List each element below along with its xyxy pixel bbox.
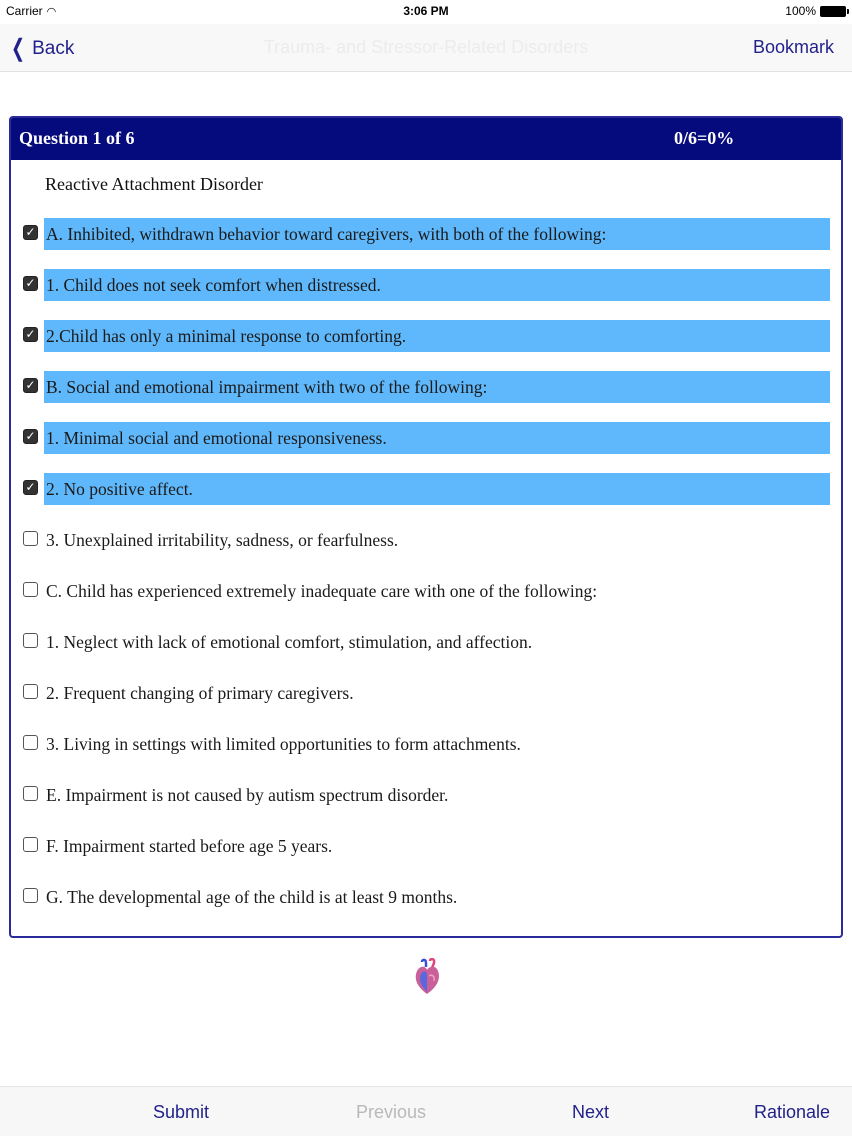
chevron-left-icon: ❮: [11, 35, 26, 62]
answer-option[interactable]: [11, 677, 841, 728]
answer-option-text: 2. No positive affect.: [44, 473, 830, 505]
answer-option[interactable]: [11, 626, 841, 677]
submit-button[interactable]: Submit: [153, 1102, 210, 1122]
battery-indicator: [785, 4, 846, 18]
answer-option-text: F. Impairment started before age 5 years.: [46, 836, 333, 856]
answer-option[interactable]: [11, 830, 841, 881]
answer-option-text: C. Child has experienced extremely inadequate care with one of the following:: [46, 581, 598, 601]
answer-option-text: G. The developmental age of the child is at least 9 months.: [46, 887, 458, 907]
status-time: 3:06 PM: [403, 4, 449, 18]
checkbox-unchecked[interactable]: [23, 582, 38, 597]
checkbox-unchecked[interactable]: [23, 531, 38, 546]
answer-option-text: 1. Child does not seek comfort when distressed.: [44, 269, 830, 301]
checkbox-unchecked[interactable]: [23, 786, 38, 801]
question-subject: Reactive Attachment Disorder: [45, 174, 263, 194]
checkbox-checked[interactable]: ✓: [23, 480, 38, 495]
answer-option[interactable]: [11, 473, 841, 524]
back-label: Back: [32, 37, 75, 59]
page-title: Trauma- and Stressor-Related Disorders: [263, 37, 589, 57]
bottom-toolbar: [0, 1086, 852, 1136]
wifi-icon: ◠: [46, 5, 57, 18]
answer-option-text: 3. Unexplained irritability, sadness, or fearfulness.: [46, 530, 399, 550]
answer-option-text: 1. Minimal social and emotional responsiveness.: [44, 422, 830, 454]
answer-option[interactable]: [11, 218, 841, 269]
next-button[interactable]: Next: [572, 1102, 610, 1122]
navigation-bar: [0, 24, 852, 72]
battery-percent: 100%: [785, 4, 816, 18]
checkbox-checked[interactable]: ✓: [23, 429, 38, 444]
answer-option-text: B. Social and emotional impairment with two of the following:: [44, 371, 830, 403]
answer-option-text: 2.Child has only a minimal response to comforting.: [44, 320, 830, 352]
answer-option-text: 1. Neglect with lack of emotional comfort, stimulation, and affection.: [46, 632, 533, 652]
checkbox-unchecked[interactable]: [23, 837, 38, 852]
option-list: [11, 218, 841, 932]
answer-option-text: E. Impairment is not caused by autism spectrum disorder.: [46, 785, 449, 805]
answer-option[interactable]: [11, 728, 841, 779]
answer-option-text: 3. Living in settings with limited opportunities to form attachments.: [46, 734, 521, 754]
status-bar: [0, 0, 852, 24]
bookmark-button[interactable]: Bookmark: [752, 37, 834, 57]
previous-button[interactable]: Previous: [356, 1102, 427, 1122]
answer-option[interactable]: [11, 779, 841, 830]
answer-option[interactable]: [11, 269, 841, 320]
answer-option[interactable]: [11, 422, 841, 473]
carrier-label: Carrier: [6, 4, 43, 18]
question-card: [9, 116, 843, 938]
checkbox-unchecked[interactable]: [23, 735, 38, 750]
checkbox-checked[interactable]: ✓: [23, 225, 38, 240]
answer-option[interactable]: [11, 524, 841, 575]
answer-option-text: 2. Frequent changing of primary caregivers.: [46, 683, 354, 703]
anatomical-heart-icon: [412, 958, 442, 996]
answer-option[interactable]: [11, 575, 841, 626]
answer-option[interactable]: [11, 320, 841, 371]
checkbox-unchecked[interactable]: [23, 888, 38, 903]
checkbox-checked[interactable]: ✓: [23, 327, 38, 342]
answer-option-text: A. Inhibited, withdrawn behavior toward caregivers, with both of the following:: [44, 218, 830, 250]
rationale-button[interactable]: Rationale: [754, 1102, 831, 1122]
question-header: [11, 118, 841, 160]
checkbox-unchecked[interactable]: [23, 633, 38, 648]
answer-option[interactable]: [11, 881, 841, 932]
answer-option[interactable]: [11, 371, 841, 422]
question-counter: Question 1 of 6: [19, 128, 135, 148]
score-display: 0/6=0%: [674, 128, 735, 148]
checkbox-checked[interactable]: ✓: [23, 276, 38, 291]
checkbox-checked[interactable]: ✓: [23, 378, 38, 393]
checkbox-unchecked[interactable]: [23, 684, 38, 699]
battery-icon: [820, 6, 846, 17]
